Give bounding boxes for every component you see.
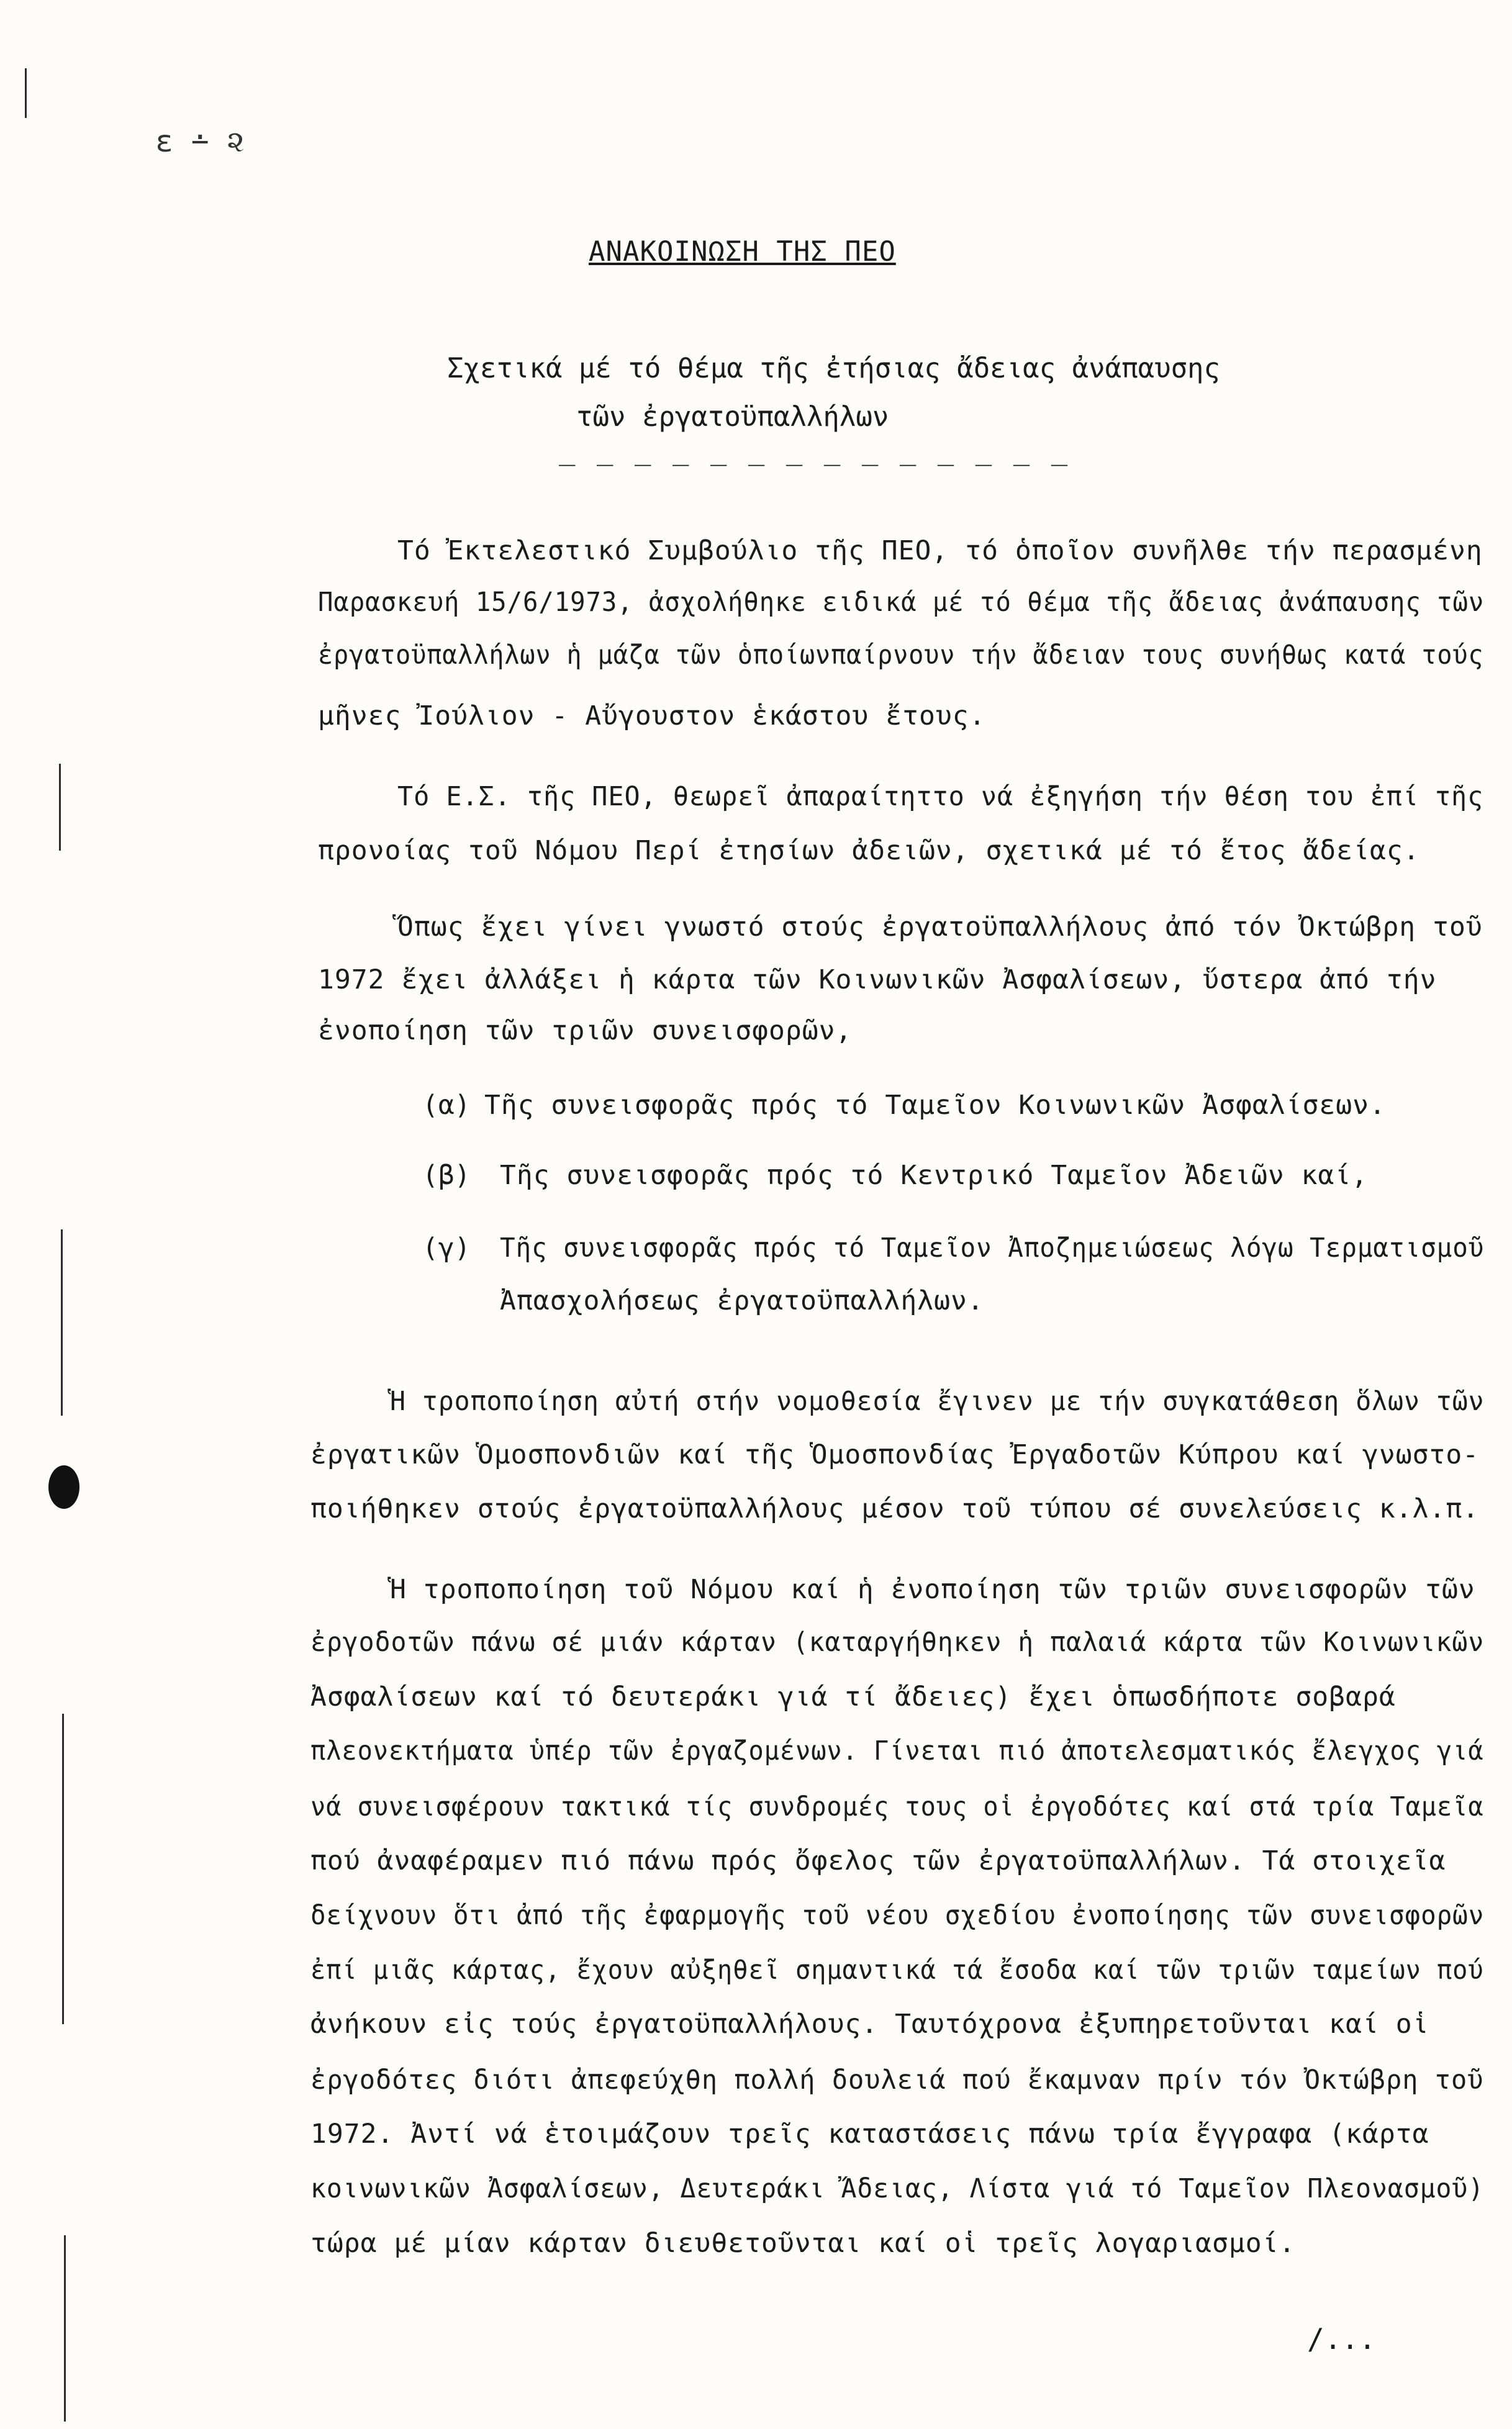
paragraph-1-line: Τό Ἐκτελεστικό Συμβούλιο τῆς ΠΕΟ, τό ὁποῖον συνῆλθε τήν περασμένη xyxy=(397,535,1483,566)
paragraph-5-line: δείχνουν ὅτι ἀπό τῆς ἐφαρμογῆς τοῦ νέου σχεδίου ἐνοποίησης τῶν συνεισφορῶν xyxy=(310,1900,1485,1931)
paragraph-4-line: Ἡ τροποποίηση αὐτή στήν νομοθεσία ἔγινεν με τήν συγκατάθεση ὅλων τῶν xyxy=(390,1386,1485,1417)
paragraph-5-line: πλεονεκτήματα ὑπέρ τῶν ἐργαζομένων. Γίνεται πιό ἀποτελεσματικός ἔλεγχος γιά xyxy=(310,1735,1484,1766)
margin-scribble: ɛ ∸ ૨ xyxy=(155,124,245,159)
paragraph-5-line: Ἡ τροποποίηση τοῦ Νόμου καί ἡ ἐνοποίηση τῶν τριῶν συνεισφορῶν τῶν xyxy=(390,1574,1475,1605)
scan-edge-line xyxy=(59,764,61,851)
paragraph-5-line: ἐργοδοτῶν πάνω σέ μιάν κάρταν (καταργήθηκεν ἡ παλαιά κάρτα τῶν Κοινωνικῶν xyxy=(310,1627,1485,1658)
paragraph-5-line: πού ἀναφέραμεν πιό πάνω πρός ὄφελος τῶν ἐργατοϋπαλλήλων. Τά στοιχεῖα xyxy=(310,1845,1446,1876)
subtitle-line-2: τῶν ἐργατοϋπαλλήλων xyxy=(576,401,889,433)
paragraph-5-line: ἐργοδότες διότι ἀπεφεύχθη πολλή δουλειά πού ἔκαμναν πρίν τόν Ὀκτώβρη τοῦ xyxy=(310,2065,1484,2096)
paragraph-4-line: ποιήθηκεν στούς ἐργατοϋπαλλήλους μέσον τοῦ τύπου σέ συνελεύσεις κ.λ.π. xyxy=(310,1493,1480,1524)
list-item-label: (γ) xyxy=(422,1233,471,1264)
list-item-text: Τῆς συνεισφορᾶς πρός τό Ταμεῖον Κοινωνικῶν Ἀσφαλίσεων. xyxy=(484,1090,1386,1121)
scan-edge-line xyxy=(25,68,27,118)
paragraph-5-line: νά συνεισφέρουν τακτικά τίς συνδρομές τους οἱ ἐργοδότες καί στά τρία Ταμεῖα xyxy=(310,1791,1484,1822)
paragraph-1-line: μῆνες Ἰούλιον - Αὔγουστον ἑκάστου ἔτους. xyxy=(318,700,986,731)
list-item-text: Τῆς συνεισφορᾶς πρός τό Ταμεῖον Ἀποζημειώσεως λόγω Τερματισμοῦ xyxy=(500,1233,1485,1264)
punch-hole xyxy=(48,1465,79,1509)
list-item-label: (β) xyxy=(422,1160,471,1191)
paragraph-1-line: ἐργατοϋπαλλήλων ἡ μάζα τῶν ὁποίωνπαίρνουν τήν ἄδειαν τους συνήθως κατά τούς xyxy=(318,640,1484,671)
scan-edge-line xyxy=(64,2235,66,2422)
scan-edge-line xyxy=(61,1229,63,1416)
paragraph-5-line: κοινωνικῶν Ἀσφαλίσεων, Δευτεράκι Ἄδειας, Λίστα γιά τό Ταμεῖον Πλεονασμοῦ) xyxy=(310,2173,1485,2204)
scan-edge-line xyxy=(62,1714,64,2024)
list-item-text: Τῆς συνεισφορᾶς πρός τό Κεντρικό Ταμεῖον Ἀδειῶν καί, xyxy=(500,1160,1369,1191)
paragraph-2-line: Τό Ε.Σ. τῆς ΠΕΟ, θεωρεῖ ἀπαραίτηττο νά ἐξηγήση τήν θέση του ἐπί τῆς xyxy=(397,781,1484,812)
paragraph-1-line: Παρασκευή 15/6/1973, ἀσχολήθηκε ειδικά μέ τό θέμα τῆς ἄδειας ἀνάπαυσης τῶν xyxy=(318,587,1485,618)
continuation-marker: /... xyxy=(1307,2322,1376,2356)
document-title: ΑΝΑΚΟΙΝΩΣΗ ΤΗΣ ΠΕΟ xyxy=(589,236,896,268)
paragraph-3-line: ἐνοποίηση τῶν τριῶν συνεισφορῶν, xyxy=(318,1015,853,1046)
paragraph-5-line: ἀνήκουν εἰς τούς ἐργατοϋπαλλήλους. Ταυτόχρονα ἐξυπηρετοῦνται καί οἱ xyxy=(310,2009,1429,2040)
paragraph-5-line: 1972. Ἀντί νά ἑτοιμάζουν τρεῖς καταστάσεις πάνω τρία ἔγγραφα (κάρτα xyxy=(310,2119,1429,2150)
paragraph-5-line: τώρα μέ μίαν κάρταν διευθετοῦνται καί οἱ τρεῖς λογαριασμοί. xyxy=(310,2228,1296,2259)
paragraph-3-line: 1972 ἔχει ἀλλάξει ἡ κάρτα τῶν Κοινωνικῶν Ἀσφαλίσεων, ὕστερα ἀπό τήν xyxy=(318,964,1437,995)
list-item-label: (α) xyxy=(422,1090,471,1121)
paragraph-5-line: Ἀσφαλίσεων καί τό δευτεράκι γιά τί ἄδειες) ἔχει ὁπωσδήποτε σοβαρά xyxy=(310,1681,1396,1712)
list-item-text: Ἀπασχολήσεως ἐργατοϋπαλλήλων. xyxy=(500,1285,984,1316)
paragraph-2-line: προνοίας τοῦ Νόμου Περί ἐτησίων ἀδειῶν, σχετικά μέ τό ἔτος ἄδείας. xyxy=(318,835,1420,866)
paragraph-4-line: ἐργατικῶν Ὁμοσπονδιῶν καί τῆς Ὁμοσπονδίας Ἐργαδοτῶν Κύπρου καί γνωστο- xyxy=(310,1439,1480,1470)
paragraph-3-line: Ὅπως ἔχει γίνει γνωστό στούς ἐργατοϋπαλλήλους ἀπό τόν Ὀκτώβρη τοῦ xyxy=(397,911,1483,943)
paragraph-5-line: ἐπί μιᾶς κάρτας, ἔχουν αὐξηθεῖ σημαντικά τά ἔσοδα καί τῶν τριῶν ταμείων πού xyxy=(310,1955,1484,1986)
subtitle-rule: _ _ _ _ _ _ _ _ _ _ _ _ _ _ xyxy=(559,435,1071,466)
subtitle-line-1: Σχετικά μέ τό θέμα τῆς ἐτήσιας ἄδειας ἀνάπαυσης xyxy=(447,353,1221,384)
